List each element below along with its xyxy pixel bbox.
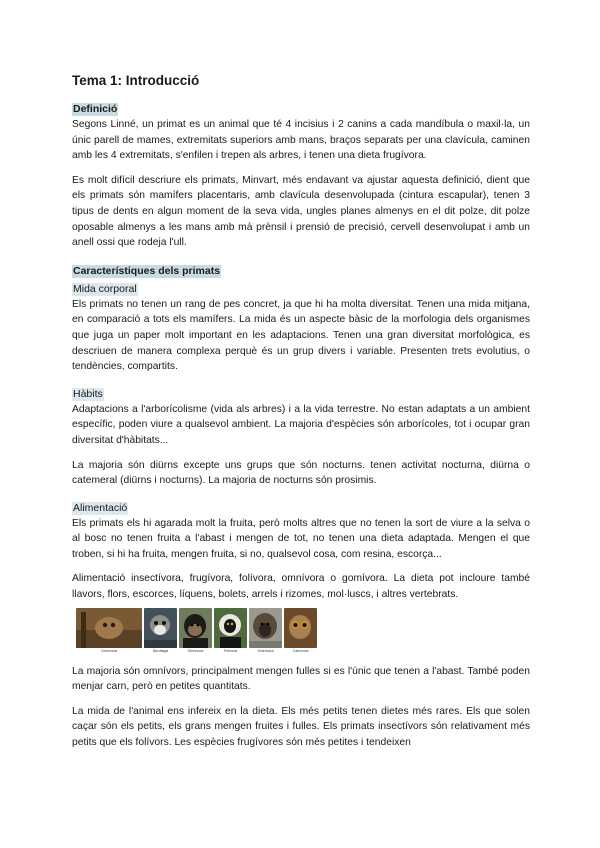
diet-photo-caption: Granívora <box>257 648 274 653</box>
section-heading-definicio: Definició <box>73 103 118 115</box>
diet-photo <box>249 608 282 654</box>
diet-photo-caption: Omnívora <box>187 648 204 653</box>
paragraph-definicio-2: Es molt difícil descriure els primats, Minvart, més endavant va ajustar aquesta definició, dient que els primats són mamífers placentaris, amb clavícula desenvolupada (cintura escapular), tenen 3 tipus de dents en algun moment de la seva vida, ungles planes almenys en el dit polze, dit polze oposable almenys a les mans amb mà prènsil i prensió de precisió, cervell desenvolupat i amb un anell ossi que rodeja l'ull. <box>72 174 530 249</box>
diet-photo-caption: Gomívora <box>101 648 117 653</box>
paragraph-mida-1: Els primats no tenen un rang de pes concret, ja que hi ha molta diversitat. Tenen una mida mitjana, en comparació a tots els mamífers. La mida és un aspecte bàsic de la morfologia dels organismes que juga un paper molt important en les adaptacions. Tenen una gran diversitat morfològica, es descriuen de manera complexa perquè és un grup divers i variable. Presenten trets evolutius, o tendències, compartits. <box>72 298 530 373</box>
paragraph-definicio-1: Segons Linné, un primat es un animal que té 4 incisius i 2 canins a cada mandíbula o maxil·la, un únic parell de mames, extremitats superiors amb mans, braços separats per una clavícula, caminen amb les 4 extremitats, s'enfilen i trepen als arbres, i tenen una dieta frugívora. <box>72 119 530 162</box>
diet-photo-caption: Folívora <box>224 648 237 653</box>
tarsier-photo-icon <box>284 608 317 648</box>
page-title: Tema 1: Introducció <box>72 73 200 88</box>
paragraph-habits-1: Adaptacions a l'arborícolisme (vida als arbres) i a la vida terrestre. No estan adaptats a un ambient específic, poden viure a qualsevol ambient. La majoria d'espècies són arborícoles, tot i ocupar gran diversitat d'hàbitats... <box>72 403 530 446</box>
paragraph-alimentacio-4: La mida de l'animal ens infereix en la dieta. Els més petits tenen dietes més rares. Els que solen caçar són els petits, els grans mengen fruites i fulles. Els primats insectívors són relativament més petits que els folívors. Les espècies frugívores són més petites i tendeixen <box>72 705 530 749</box>
diet-photo-strip <box>76 608 530 654</box>
paragraph-alimentacio-3: La majoria són omnívors, principalment mengen fulles si es l'únic que tenen a l'abast. També poden menjar carn, però en petites quantitats. <box>72 665 530 693</box>
diet-photo <box>284 608 317 654</box>
subheading-mida-corporal: Mida corporal <box>73 282 137 295</box>
subheading-alimentacio: Alimentació <box>73 501 128 514</box>
gelada-photo-icon <box>249 608 282 648</box>
slow-loris-photo-icon <box>76 608 142 648</box>
section-definicio <box>72 99 530 251</box>
section-caracteristiques <box>72 261 530 751</box>
colobus-photo-icon <box>214 608 247 648</box>
paragraph-alimentacio-2: Alimentació insectívora, frugívora, folívora, omnívora o gomívora. La dieta pot incloure també llavors, flors, escorces, líquens, bolets, arrels i rizomes, mol·luscs, i altres vertebrats. <box>72 573 530 601</box>
section-heading-caracteristiques: Característiques dels primats <box>73 264 221 277</box>
subheading-habits: Hàbits <box>73 387 103 400</box>
diet-photo <box>144 608 177 654</box>
paragraph-habits-2: La majoria són diürns excepte uns grups que són nocturns. tenen activitat nocturna, diürna o catemeral (diürns i nocturns). La majoria de nocturns són prosimis. <box>72 459 530 487</box>
diet-photo <box>214 608 247 654</box>
lemur-photo-icon <box>144 608 177 648</box>
diet-photo <box>76 608 142 654</box>
diet-photo <box>179 608 212 654</box>
paragraph-alimentacio-1: Els primats els hi agarada molt la fruita, però molts altres que no tenen la sort de viure a la selva o al bosc no tenen fruita a l'abast i mengen de tot, no tenen una dieta adaptada. Mengen el que troben, si hi ha fruita, mengen fruita, si no, qualsevol cosa, com resina, escorça... <box>72 517 530 560</box>
chimpanzee-photo-icon <box>179 608 212 648</box>
diet-photo-caption: Carnívora <box>292 648 309 653</box>
diet-photo-caption: Durofàgia <box>152 648 169 653</box>
document-content <box>72 72 530 751</box>
